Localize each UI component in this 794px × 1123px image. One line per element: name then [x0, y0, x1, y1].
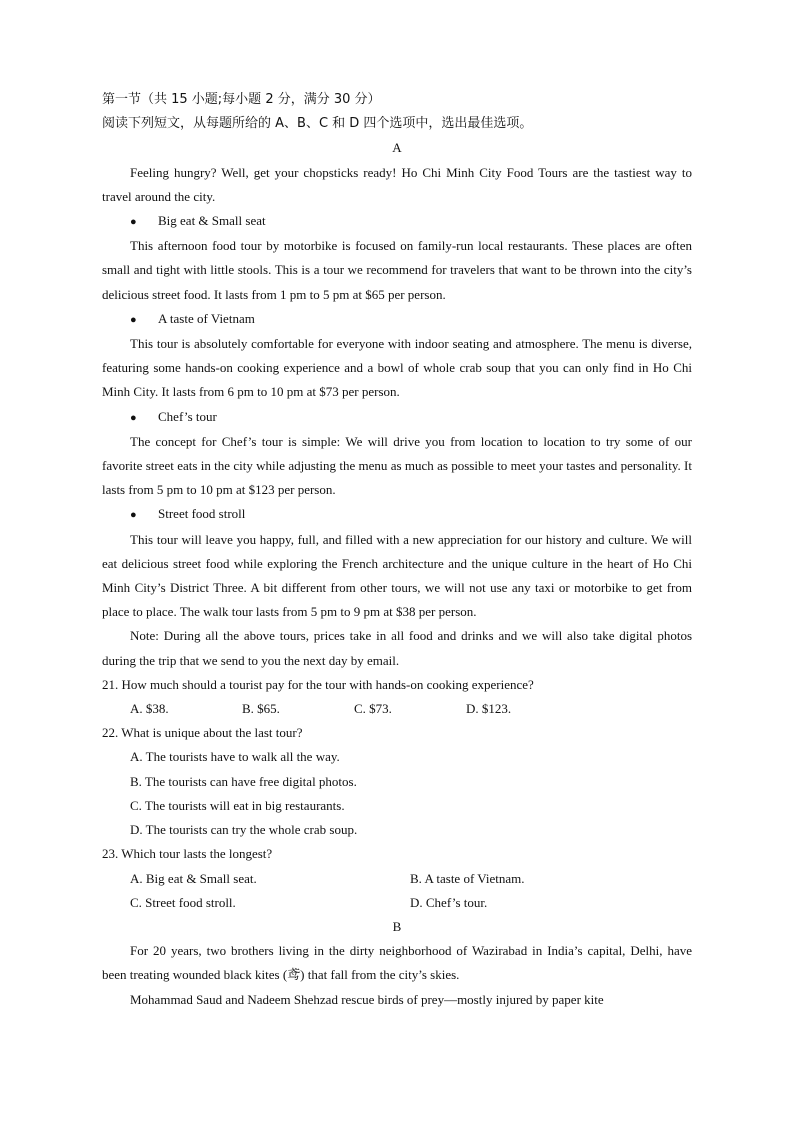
- question-21-stem: 21. How much should a tourist pay for the tour with hands-on cooking experience?: [102, 676, 534, 692]
- bullet-icon: ●: [130, 411, 137, 424]
- section-header: 第一节（共 15 小题;每小题 2 分，满分 30 分）: [102, 92, 381, 107]
- tour-heading-2: [102, 307, 692, 332]
- option-d: D. The tourists can try the whole crab soup.: [130, 822, 358, 838]
- option-a: A. $38.: [130, 701, 169, 717]
- question-21-options: [102, 697, 692, 721]
- passage-a-note: Note: During all the above tours, prices take in all food and drinks and we will also take digital photos during the trip that we send to you the next day by email.: [102, 628, 692, 668]
- exam-page: [102, 88, 692, 1012]
- option-b: B. A taste of Vietnam.: [410, 870, 525, 886]
- passage-b-letter: B: [392, 918, 402, 934]
- option-b: B. The tourists can have free digital photos.: [130, 773, 357, 789]
- bullet-icon: ●: [130, 313, 137, 326]
- option-a: A. Big eat & Small seat.: [130, 870, 257, 886]
- option-b: B. $65.: [242, 701, 280, 717]
- section-instruction: 阅读下列短文，从每题所给的 A、B、C 和 D 四个选项中，选出最佳选项。: [102, 116, 533, 132]
- tour-description-4: This tour will leave you happy, full, and filled with a new appreciation for our history and culture. We will eat delicious street food while exploring the French architecture and the unique culture in the heart of Ho Chi Minh City’s District Three. A bit different from other tours, we will not use any taxi or motorbike to get from place to place. The walk tour lasts from 5 pm to 9 pm at $38 per person.: [102, 531, 692, 620]
- option-c: C. Street food stroll.: [130, 894, 236, 910]
- option-d: D. Chef’s tour.: [410, 894, 488, 910]
- passage-a-intro: Feeling hungry? Well, get your chopsticks ready! Ho Chi Minh City Food Tours are the tastiest way to travel around the city.: [102, 164, 692, 204]
- passage-b-paragraph-2: Mohammad Saud and Nadeem Shehzad rescue birds of prey—mostly injured by paper kite: [130, 991, 604, 1007]
- option-a: A. The tourists have to walk all the way.: [130, 749, 340, 765]
- tour-description-2: This tour is absolutely comfortable for everyone with indoor seating and atmosphere. The menu is diverse, featuring some hands-on cooking experience and a bowl of whole crab soup that you can only find in Ho Chi Minh City. It lasts from 6 pm to 10 pm at $73 per person.: [102, 336, 692, 400]
- tour-heading-3: [102, 405, 692, 430]
- bullet-icon: ●: [130, 509, 137, 522]
- bullet-icon: ●: [130, 216, 137, 229]
- tour-name: Big eat & Small seat: [158, 213, 266, 229]
- passage-a-letter: A: [392, 140, 402, 156]
- tour-description-1: This afternoon food tour by motorbike is focused on family-run local restaurants. These places are often small and tight with little stools. This is a tour we recommend for travelers that want to be thrown into the city’s delicious street food. It lasts from 1 pm to 5 pm at $65 per person.: [102, 238, 692, 302]
- tour-description-3: The concept for Chef’s tour is simple: We will drive you from location to location to try some of our favorite street eats in the city while adjusting the menu as much as possible to meet your tastes and personality. It lasts from 5 pm to 10 pm at $123 per person.: [102, 433, 692, 498]
- tour-heading-4: [102, 502, 692, 527]
- question-22-stem: 22. What is unique about the last tour?: [102, 725, 303, 741]
- tour-heading-1: [102, 209, 692, 234]
- option-d: D. $123.: [466, 701, 512, 717]
- question-23-stem: 23. Which tour lasts the longest?: [102, 846, 273, 862]
- tour-name: A taste of Vietnam: [158, 310, 255, 326]
- question-23-options: [102, 867, 692, 915]
- passage-b-paragraph-1: For 20 years, two brothers living in the dirty neighborhood of Wazirabad in India’s capital, Delhi, have been treating wounded black kites (鸢) that fall from the city’s skies.: [102, 943, 692, 983]
- option-c: C. The tourists will eat in big restaurants.: [130, 797, 345, 813]
- tour-name: Street food stroll: [158, 506, 246, 522]
- option-c: C. $73.: [354, 701, 392, 717]
- tour-name: Chef’s tour: [158, 408, 217, 424]
